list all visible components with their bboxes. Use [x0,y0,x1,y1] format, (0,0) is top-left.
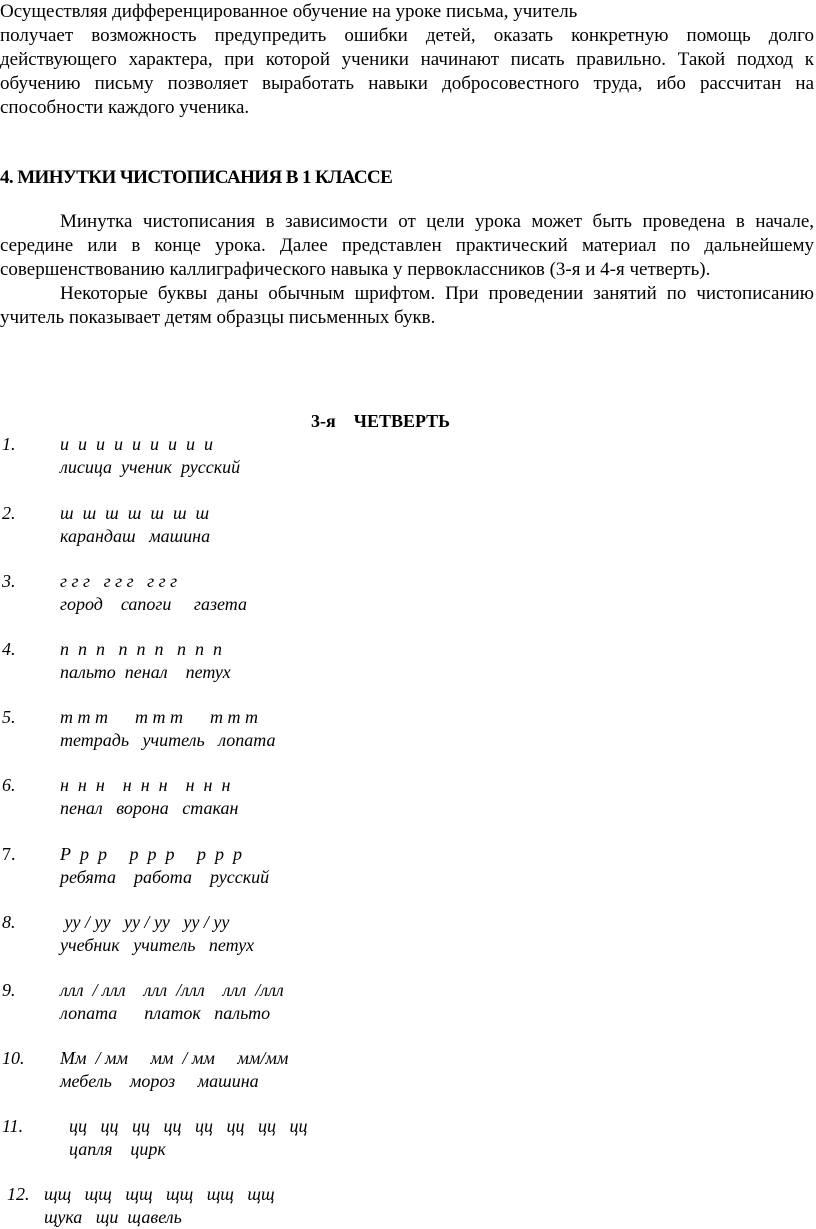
intro-line: получает возможность предупредить ошибки детей, оказать конкретную помощь долго [0,25,814,46]
paragraph-line: совершенствованию каллиграфического навыка у первоклассников (3-я и 4-я четверть). [0,259,711,280]
intro-line: Осуществляя дифференцированное обучение на уроке письма, учитель [0,1,578,22]
intro-line: действующего характера, при которой ученики начинают писать правильно. Такой подход к [0,49,814,70]
exercise-letters: г г г г г г г г г [60,571,178,591]
section-heading: 4. МИНУТКИ ЧИСТОПИСАНИЯ В 1 КЛАССЕ [0,167,393,188]
exercise-words: цапля цирк [60,1139,166,1159]
exercise-words: пенал ворона стакан [60,798,239,818]
exercise-letters: н н н н н н н н н [60,775,231,795]
exercise-words: город сапоги газета [60,594,247,614]
exercise-letters: цц цц цц цц цц цц цц цц [60,1116,308,1136]
exercise-letters: уу / уу уу / уу уу / уу [60,912,230,932]
exercise-words: мебель мороз машина [60,1071,259,1091]
paragraph-line: Минутка чистописания в зависимости от цели урока может быть проведена в начале, [60,211,814,232]
exercise-number: 6. [2,775,16,795]
exercise-letters: Мм / мм мм / мм мм/мм [60,1048,289,1068]
paragraph-line: учитель показывает детям образцы письменных букв. [0,307,436,328]
intro-line: способности каждого ученика. [0,97,250,118]
exercise-number: 11. [2,1116,24,1136]
exercise-words: ребята работа русский [60,867,270,887]
exercise-number: 8. [2,912,16,932]
exercise-letters: п п п п п п п п п [60,639,222,659]
exercise-words: лисица ученик русский [60,457,241,477]
exercise-number: 4. [2,639,16,659]
exercise-number: 12. [7,1184,30,1204]
exercise-words: карандаш машина [60,526,211,546]
exercise-letters: и и и и и и и и и [60,434,213,454]
quarter-title: 3-я ЧЕТВЕРТЬ [311,411,451,431]
exercise-number: 2. [2,503,16,523]
exercise-number: 9. [2,980,16,1000]
exercise-number: 10. [2,1048,25,1068]
exercise-number: 5. [2,707,16,727]
exercise-letters: щщ щщ щщ щщ щщ щщ [44,1184,275,1204]
paragraph-line: середине или в конце урока. Далее представлен практический материал по дальнейшему [0,235,814,256]
exercise-number: 3. [2,571,16,591]
exercise-letters: ллл / ллл ллл /ллл ллл /ллл [60,980,284,1000]
exercise-words: щука щи щавель [44,1207,182,1227]
intro-line: обучению письму позволяет выработать навыки добросовестного труда, ибо рассчитан на [0,73,814,94]
exercise-number: 1. [2,434,16,454]
exercise-words: учебник учитель петух [60,935,254,955]
exercise-letters: ш ш ш ш ш ш ш [60,503,210,523]
exercise-words: пальто пенал петух [60,662,231,682]
exercise-number: 7. [2,844,16,864]
exercise-letters: Р р р р р р р р р [60,844,242,864]
paragraph-line: Некоторые буквы даны обычным шрифтом. При проведении занятий по чистописанию [60,283,814,304]
exercise-words: лопата платок пальто [60,1003,271,1023]
exercise-letters: т т т т т т т т т [60,707,258,727]
exercise-words: тетрадь учитель лопата [60,730,276,750]
